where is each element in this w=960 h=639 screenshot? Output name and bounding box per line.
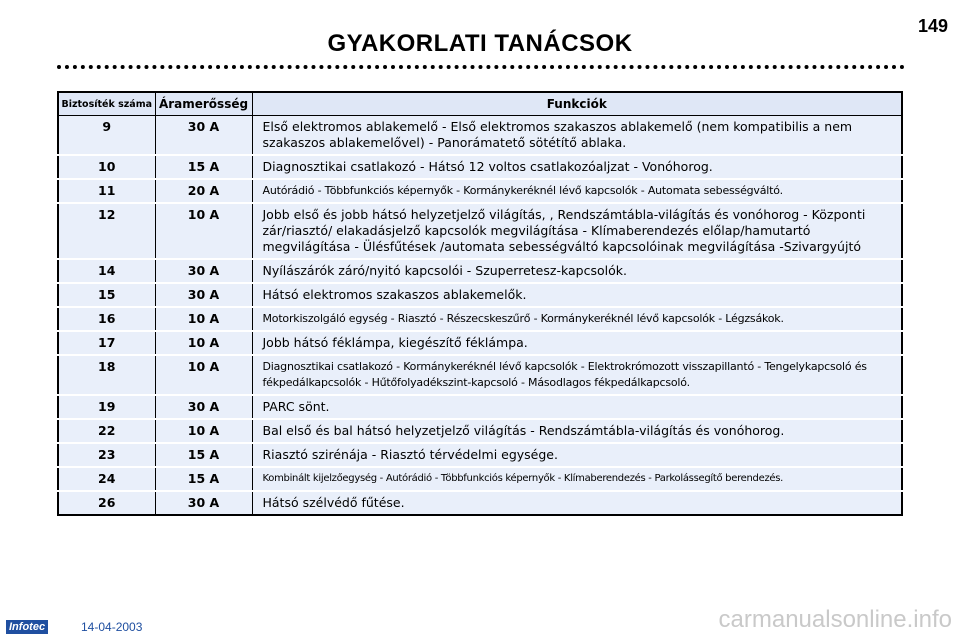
table-row xyxy=(58,467,902,491)
table-row xyxy=(58,179,902,203)
amperage-cell: 10 A xyxy=(155,419,252,443)
table-row xyxy=(58,116,902,156)
amperage-cell: 10 A xyxy=(155,331,252,355)
fuse-number-cell: 17 xyxy=(58,331,155,355)
header-amperage: Áramerősség xyxy=(155,92,252,116)
fuse-number-cell: 26 xyxy=(58,491,155,515)
table-row xyxy=(58,259,902,283)
functions-cell: Diagnosztikai csatlakozó - Kormánykeréknél lévő kapcsolók - Elektrokrómozott visszapillantó - Tengelykapcsoló és fékpedálkapcsolók - Hűtőfolyadékszint-kapcsoló - Másodlagos fékpedálkapcsoló. xyxy=(252,355,902,395)
functions-cell: Diagnosztikai csatlakozó - Hátsó 12 voltos csatlakozóaljzat - Vonóhorog. xyxy=(252,155,902,179)
dotted-divider xyxy=(57,65,905,69)
functions-cell: PARC sönt. xyxy=(252,395,902,419)
fuse-number-cell: 12 xyxy=(58,203,155,259)
header-functions: Funkciók xyxy=(252,92,902,116)
table-row xyxy=(58,419,902,443)
table-row xyxy=(58,283,902,307)
amperage-cell: 30 A xyxy=(155,491,252,515)
table-row xyxy=(58,395,902,419)
table-row xyxy=(58,491,902,515)
amperage-cell: 30 A xyxy=(155,259,252,283)
amperage-cell: 10 A xyxy=(155,307,252,331)
header-fuse-number: Biztosíték száma xyxy=(58,92,155,116)
page-number: 149 xyxy=(917,16,948,36)
functions-cell: Hátsó elektromos szakaszos ablakemelők. xyxy=(252,283,902,307)
table-row xyxy=(58,155,902,179)
fuse-number-cell: 9 xyxy=(58,116,155,156)
table-row xyxy=(58,307,902,331)
functions-cell: Kombinált kijelzőegység - Autórádió - Többfunkciós képernyők - Klímaberendezés - Parkolássegítő berendezés. xyxy=(252,467,902,491)
functions-cell: Motorkiszolgáló egység - Riasztó - Részecskeszűrő - Kormánykeréknél lévő kapcsolók - Légzsákok. xyxy=(252,307,902,331)
fuse-table xyxy=(57,91,903,516)
functions-cell: Jobb első és jobb hátsó helyzetjelző világítás, , Rendszámtábla-világítás és vonóhorog - Központi zár/riasztó/ elakadásjelző kapcsolók megvilágítása - Klímaberendezés előlap/hamutartó megvilágítása - Ülésfűtések /automata sebességváltó kapcsolóinak megvilágítása -Szivargyújtó xyxy=(252,203,902,259)
page-title: GYAKORLATI TANÁCSOK xyxy=(327,30,633,57)
fuse-number-cell: 24 xyxy=(58,467,155,491)
functions-cell: Nyílászárók záró/nyitó kapcsolói - Szuperretesz-kapcsolók. xyxy=(252,259,902,283)
functions-cell: Hátsó szélvédő fűtése. xyxy=(252,491,902,515)
table-row xyxy=(58,331,902,355)
fuse-number-cell: 10 xyxy=(58,155,155,179)
functions-cell: Jobb hátsó féklámpa, kiegészítő féklámpa. xyxy=(252,331,902,355)
amperage-cell: 20 A xyxy=(155,179,252,203)
table-row xyxy=(58,443,902,467)
footer-date: 14-04-2003 xyxy=(81,620,143,634)
amperage-cell: 30 A xyxy=(155,283,252,307)
fuse-number-cell: 11 xyxy=(58,179,155,203)
functions-cell: Autórádió - Többfunkciós képernyők - Kormánykeréknél lévő kapcsolók - Automata sebességváltó. xyxy=(252,179,902,203)
amperage-cell: 15 A xyxy=(155,443,252,467)
table-header-row xyxy=(58,92,902,116)
amperage-cell: 15 A xyxy=(155,467,252,491)
fuse-number-cell: 16 xyxy=(58,307,155,331)
functions-cell: Bal első és bal hátsó helyzetjelző világítás - Rendszámtábla-világítás és vonóhorog. xyxy=(252,419,902,443)
fuse-number-cell: 23 xyxy=(58,443,155,467)
functions-cell: Riasztó szirénája - Riasztó térvédelmi egysége. xyxy=(252,443,902,467)
fuse-number-cell: 15 xyxy=(58,283,155,307)
fuse-number-cell: 22 xyxy=(58,419,155,443)
functions-cell: Első elektromos ablakemelő - Első elektromos szakaszos ablakemelő (nem kompatibilis a nem szakaszos ablakemelővel) - Panorámatető sötétítő ablaka. xyxy=(252,116,902,156)
amperage-cell: 10 A xyxy=(155,355,252,395)
amperage-cell: 15 A xyxy=(155,155,252,179)
fuse-number-cell: 18 xyxy=(58,355,155,395)
fuse-number-cell: 14 xyxy=(58,259,155,283)
table-row xyxy=(58,203,902,259)
table-row xyxy=(58,355,902,395)
fuse-number-cell: 19 xyxy=(58,395,155,419)
amperage-cell: 30 A xyxy=(155,116,252,156)
amperage-cell: 10 A xyxy=(155,203,252,259)
infotec-logo: Infotec xyxy=(6,620,48,634)
watermark: carmanualsonline.info xyxy=(718,606,952,633)
amperage-cell: 30 A xyxy=(155,395,252,419)
